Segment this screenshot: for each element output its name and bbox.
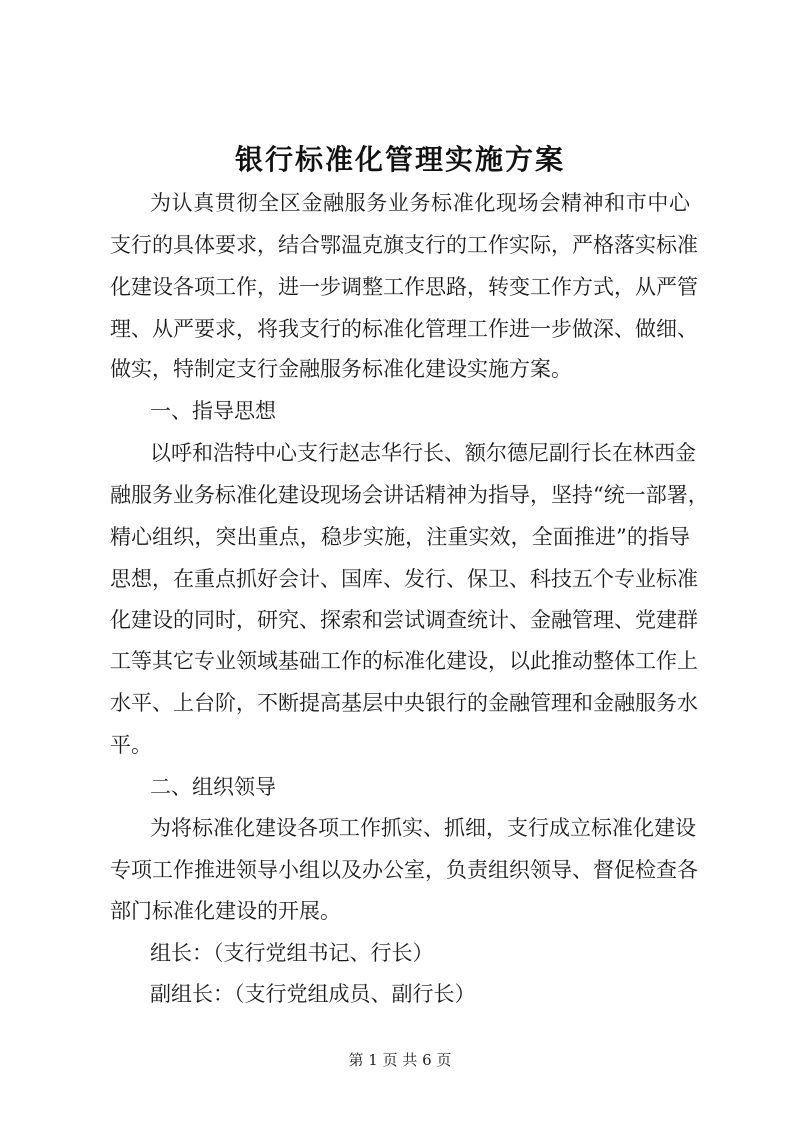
section2-line-2: 专项工作推进领导小组以及办公室，负责组织领导、督促检查各 [110, 858, 698, 882]
document-title: 银行标准化管理实施方案 [234, 143, 565, 176]
leader-line: 组长：（支行党组书记、行长） [150, 941, 434, 965]
intro-line-4: 理、从严要求，将我支行的标准化管理工作进一步做深、做细、 [110, 317, 698, 341]
section1-line-3: 精心组织，突出重点，稳步实施，注重实效，全面推进”的指导 [110, 525, 690, 549]
section1-line-7: 水平、上台阶，不断提高基层中央银行的金融管理和金融服务水 [110, 691, 698, 715]
section1-heading: 一、指导思想 [150, 399, 276, 423]
section1-line-1: 以呼和浩特中心支行赵志华行长、额尔德尼副行长在林西金 [150, 441, 696, 465]
intro-line-2: 支行的具体要求，结合鄂温克旗支行的工作实际，严格落实标准 [110, 233, 698, 257]
section1-line-5: 化建设的同时，研究、探索和尝试调查统计、金融管理、党建群 [110, 608, 698, 632]
deputy-line: 副组长：（支行党组成员、副行长） [150, 982, 476, 1006]
section1-line-6: 工等其它专业领域基础工作的标准化建设，以此推动整体工作上 [110, 649, 698, 673]
intro-line-5: 做实，特制定支行金融服务标准化建设实施方案。 [110, 357, 572, 381]
section2-line-1: 为将标准化建设各项工作抓实、抓细，支行成立标准化建设 [150, 816, 696, 840]
page-footer: 第 1 页 共 6 页 [348, 1051, 452, 1069]
intro-line-1: 为认真贯彻全区金融服务业务标准化现场会精神和市中心 [150, 191, 690, 215]
section1-line-4: 思想，在重点抓好会计、国库、发行、保卫、科技五个专业标准 [110, 567, 698, 591]
section2-heading: 二、组织领导 [150, 775, 276, 799]
section1-line-2: 融服务业务标准化建设现场会讲话精神为指导，坚持“统一部署， [110, 483, 709, 507]
section2-line-3: 部门标准化建设的开展。 [110, 899, 341, 923]
intro-line-3: 化建设各项工作，进一步调整工作思路，转变工作方式，从严管 [110, 275, 698, 299]
section1-line-8: 平。 [110, 733, 152, 757]
